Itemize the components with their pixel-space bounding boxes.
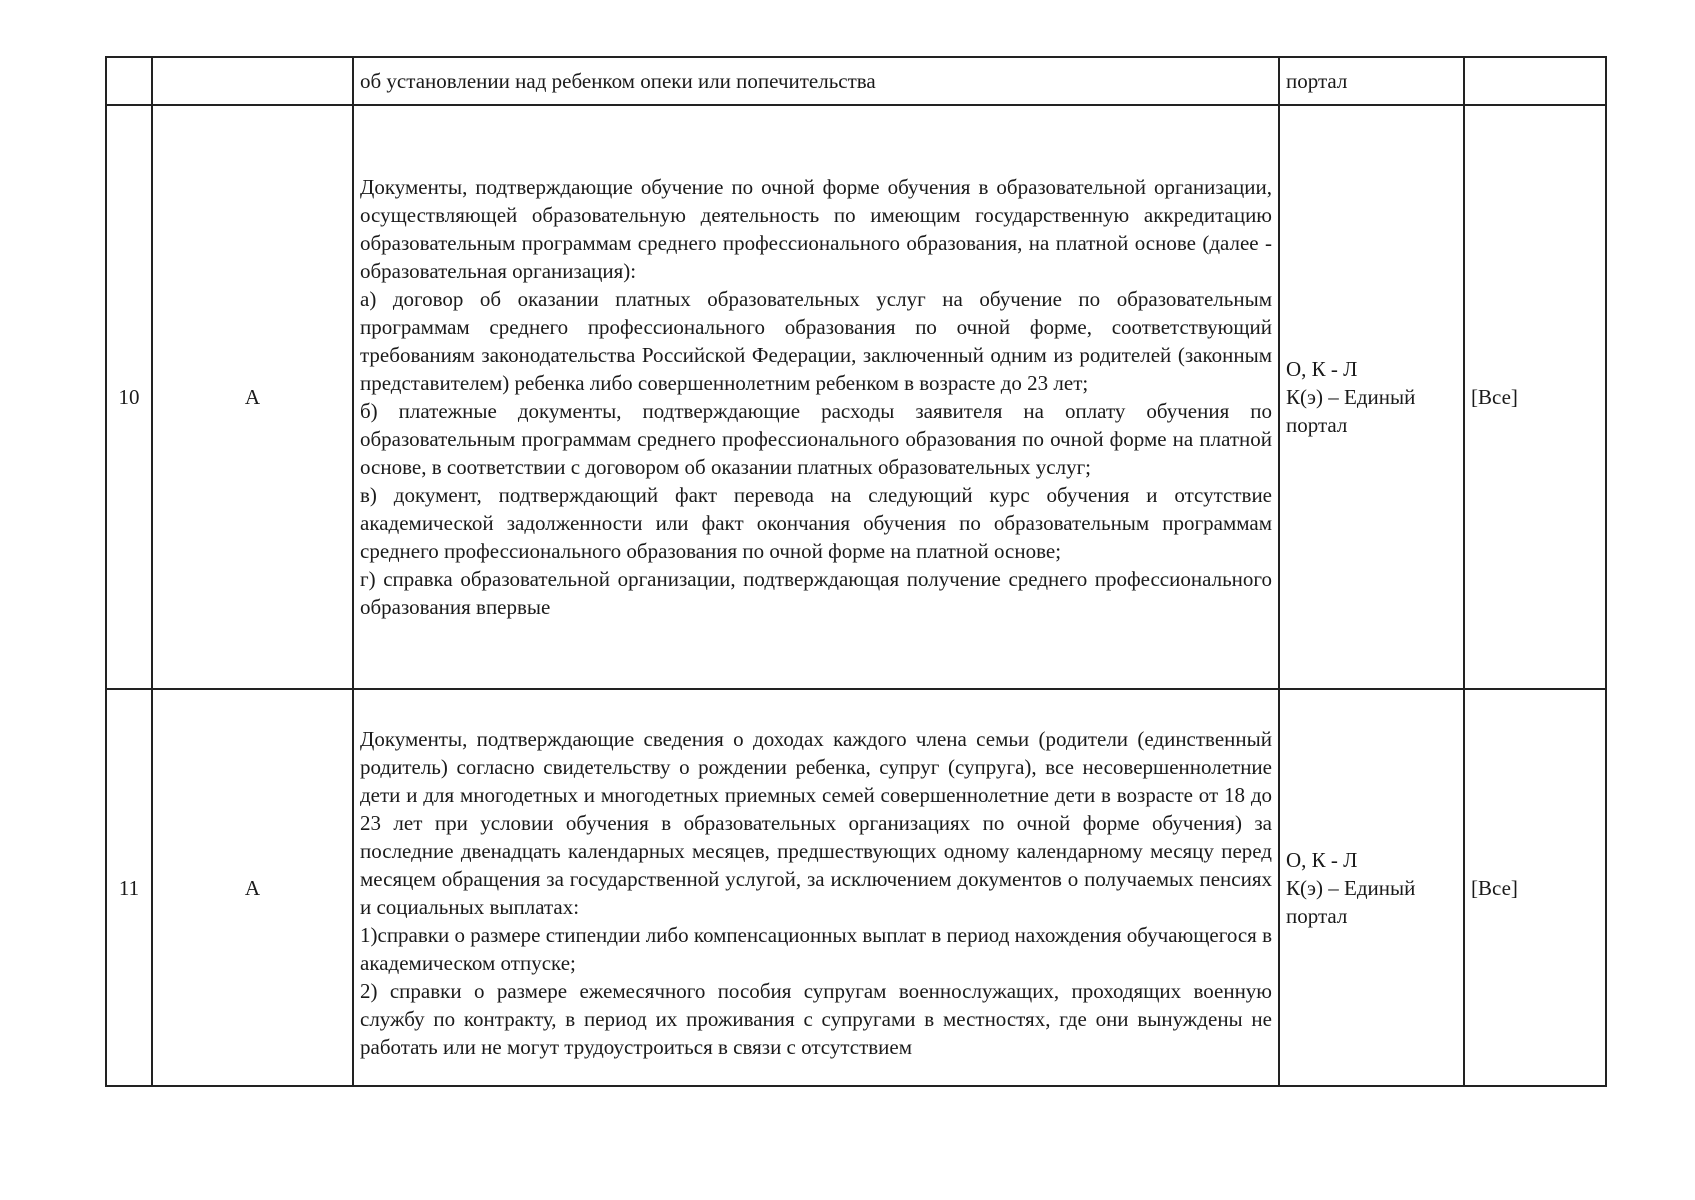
description-paragraph: 1)справки о размере стипендии либо компенсационных выплат в период нахождения обучающегося в академическом отпуске; [360, 922, 1272, 975]
description-paragraph: 2) справки о размере ежемесячного пособия супругам военнослужащих, проходящих военную службу по контракту, в период их проживания с супругами в местностях, где они вынуждены не работать или не могут трудоустроиться в связи с отсутствием [360, 978, 1272, 1059]
row-number-cell: 10 [106, 105, 152, 689]
form-line: К(э) – Единый [1286, 875, 1416, 900]
scope-cell [1464, 57, 1606, 105]
form-line: О, К - Л [1286, 357, 1358, 381]
row-number-cell [106, 57, 152, 105]
description-cell: об установлении над ребенком опеки или попечительства [353, 57, 1279, 105]
form-line: О, К - Л [1286, 847, 1358, 872]
description-paragraph: б) платежные документы, подтверждающие расходы заявителя на оплату обучения по образовательным программам среднего профессионального образования по очной форме на платной основе, в соответствии с договором об оказании платных образовательных услуг; [360, 399, 1272, 479]
description-paragraph: а) договор об оказании платных образовательных услуг на обучение по образовательным программам среднего профессионального образования по очной форме, соответствующий требованиям законодательства Российской Федерации, заключенный одним из родителей (законным представителем) ребенка либо совершеннолетним ребенком в возрасте до 23 лет; [360, 287, 1272, 395]
documents-table [105, 56, 1607, 1087]
submission-form-cell: портал [1279, 57, 1464, 105]
category-cell [152, 57, 353, 105]
scope-cell: [Все] [1464, 689, 1606, 1086]
description-paragraph: в) документ, подтверждающий факт перевода на следующий курс обучения и отсутствие академической задолженности или факт окончания обучения по образовательным программам среднего профессионального образования по очной форме на платной основе; [360, 483, 1272, 563]
category-cell: А [152, 689, 353, 1086]
description-paragraph: г) справка образовательной организации, подтверждающая получение среднего профессионального образования впервые [360, 567, 1272, 619]
table-row-10 [106, 105, 1606, 689]
description-cell [353, 689, 1279, 1086]
table-row-11 [106, 689, 1606, 1086]
description-paragraph: Документы, подтверждающие обучение по очной форме обучения в образовательной организации, осуществляющей образовательную деятельность по имеющим государственную аккредитацию образовательным программам среднего профессионального образования, на платной основе (далее - образовательная организация): [360, 175, 1272, 283]
row-number-cell: 11 [106, 689, 152, 1086]
submission-form-cell [1279, 105, 1464, 689]
description-cell [353, 105, 1279, 689]
category-cell: А [152, 105, 353, 689]
description-paragraph: Документы, подтверждающие сведения о доходах каждого члена семьи (родители (единственный родитель) согласно свидетельству о рождении ребенка, супруг (супруга), все несовершеннолетние дети и для многодетных и многодетных приемных семей совершеннолетние дети в возрасте от 18 до 23 лет при условии обучения в образовательных организациях по очной форме обучения) за последние двенадцать календарных месяцев, предшествующих одному календарному месяцу перед месяцем обращения за государственной услугой, за исключением документов о получаемых пенсиях и социальных выплатах: [360, 726, 1272, 919]
submission-form-cell [1279, 689, 1464, 1086]
form-line: К(э) – Единый [1286, 385, 1416, 409]
form-line: портал [1286, 903, 1348, 928]
form-line: портал [1286, 413, 1348, 437]
table-row-continuation [106, 57, 1606, 105]
scope-cell: [Все] [1464, 105, 1606, 689]
